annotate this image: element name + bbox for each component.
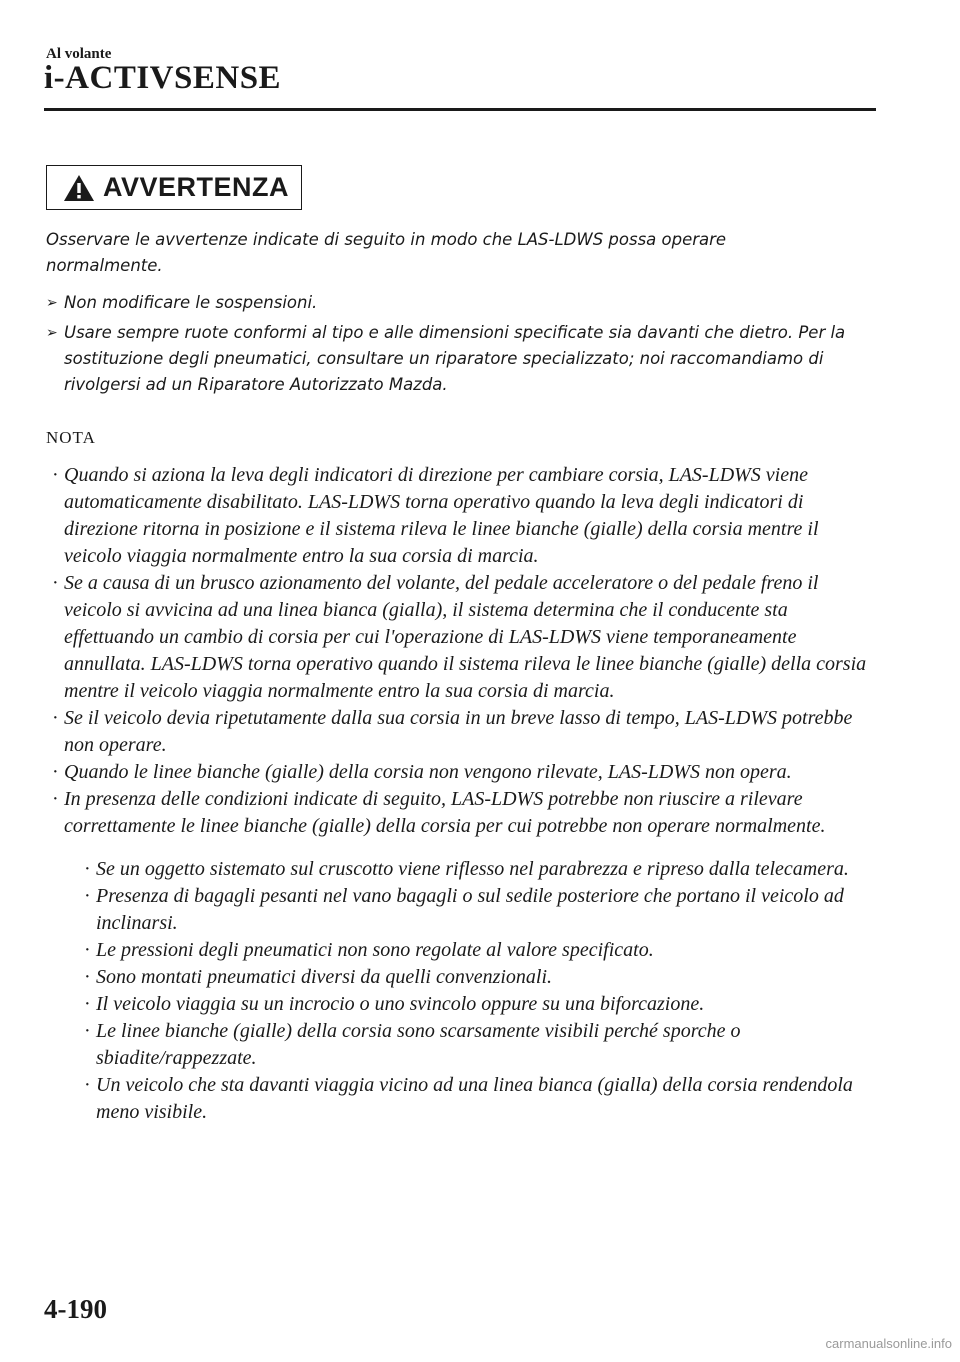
bullet-dot-icon: ·: [84, 1074, 91, 1096]
nota-item-text: Se il veicolo devia ripetutamente dalla sua corsia in un breve lasso di tempo, LAS-LDWS potrebbe non operare.: [64, 707, 853, 756]
nota-sub-item-text: Se un oggetto sistemato sul cruscotto viene riflesso nel parabrezza e ripreso dalla telecamera.: [96, 858, 849, 880]
nota-item-text: Se a causa di un brusco azionamento del volante, del pedale acceleratore o del pedale freno il veicolo si avvicina ad una linea bianca (gialla), il sistema determina che il conducente sta effettuando un cambio di corsia per cui l'operazione di LAS-LDWS viene temporaneamente annullata. LAS-LDWS torna operativo quando il sistema rileva le linee bianche (gialle) della corsia mentre il veicolo viaggia normalmente entro la sua corsia di marcia.: [64, 572, 867, 702]
page-title: i-ACTIVSENSE: [44, 60, 282, 96]
bullet-dot-icon: ·: [84, 1020, 91, 1042]
nota-sub-item-text: Il veicolo viaggia su un incrocio o uno svincolo oppure su una biforcazione.: [96, 993, 705, 1015]
nota-item-text: In presenza delle condizioni indicate di seguito, LAS-LDWS potrebbe non riuscire a rilevare correttamente le linee bianche (gialle) della corsia per cui potrebbe non operare normalmente.: [64, 788, 826, 837]
warning-intro: Osservare le avvertenze indicate di seguito in modo che LAS-LDWS possa operare normalmente.: [46, 230, 727, 275]
bullet-dot-icon: ·: [84, 858, 91, 880]
nota-sub-item: [64, 964, 876, 991]
nota-item: [46, 786, 876, 1126]
nota-sub-item: [64, 1018, 876, 1072]
bullet-dot-icon: ·: [84, 966, 91, 988]
nota-item-text: Quando le linee bianche (gialle) della corsia non vengono rilevate, LAS-LDWS non opera.: [64, 761, 792, 783]
nota-sub-item-text: Le pressioni degli pneumatici non sono regolate al valore specificato.: [96, 939, 654, 961]
bullet-dot-icon: ·: [52, 707, 59, 729]
warning-item-text: Usare sempre ruote conformi al tipo e alle dimensioni specificate sia davanti che dietro. Per la sostituzione degli pneumatici, consultare un riparatore specializzato; noi raccomandiamo di rivolgersi ad un Riparatore Autorizzato Mazda.: [64, 323, 846, 394]
page-number: 4-190: [44, 1294, 107, 1324]
bullet-dot-icon: ·: [84, 993, 91, 1015]
watermark: carmanualsonline.info: [825, 1336, 952, 1351]
nota-sub-item: [64, 1072, 876, 1126]
nota-sub-list: [64, 856, 876, 1126]
warning-triangle-icon: [63, 173, 95, 203]
warning-box: [46, 165, 302, 210]
warning-list: [46, 290, 876, 402]
nota-item: [46, 705, 876, 759]
nota-sub-item: [64, 856, 876, 883]
section-label: Al volante: [46, 46, 112, 62]
nota-list: [46, 462, 876, 1126]
warning-item-text: Non modificare le sospensioni.: [64, 293, 318, 312]
nota-item: [46, 759, 876, 786]
arrow-bullet-icon: ➢: [46, 325, 58, 341]
warning-item: [46, 320, 876, 398]
bullet-dot-icon: ·: [52, 761, 59, 783]
nota-sub-item: [64, 937, 876, 964]
bullet-dot-icon: ·: [52, 788, 59, 810]
bullet-dot-icon: ·: [52, 572, 59, 594]
nota-sub-item-text: Le linee bianche (gialle) della corsia sono scarsamente visibili perché sporche o sbiadite/rappezzate.: [96, 1020, 741, 1069]
bullet-dot-icon: ·: [84, 885, 91, 907]
bullet-dot-icon: ·: [52, 464, 59, 486]
bullet-dot-icon: ·: [84, 939, 91, 961]
nota-item: [46, 462, 876, 570]
nota-title: NOTA: [46, 428, 96, 447]
nota-sub-item: [64, 883, 876, 937]
nota-item-text: Quando si aziona la leva degli indicatori di direzione per cambiare corsia, LAS-LDWS viene automaticamente disabilitato. LAS-LDWS torna operativo quando la leva degli indicatori di direzione ritorna in posizione e il sistema rileva le linee bianche (gialle) della corsia mentre il veicolo viaggia normalmente entro la sua corsia di marcia.: [64, 464, 819, 567]
arrow-bullet-icon: ➢: [46, 295, 58, 311]
nota-sub-item-text: Sono montati pneumatici diversi da quelli convenzionali.: [96, 966, 553, 988]
warning-item: [46, 290, 876, 316]
warning-label: AVVERTENZA: [103, 172, 290, 202]
nota-sub-item: [64, 991, 876, 1018]
nota-sub-item-text: Un veicolo che sta davanti viaggia vicino ad una linea bianca (gialla) della corsia rendendola meno visibile.: [96, 1074, 853, 1123]
nota-sub-item-text: Presenza di bagagli pesanti nel vano bagagli o sul sedile posteriore che portano il veicolo ad inclinarsi.: [96, 885, 844, 934]
title-divider: [44, 108, 876, 111]
nota-item: [46, 570, 876, 705]
